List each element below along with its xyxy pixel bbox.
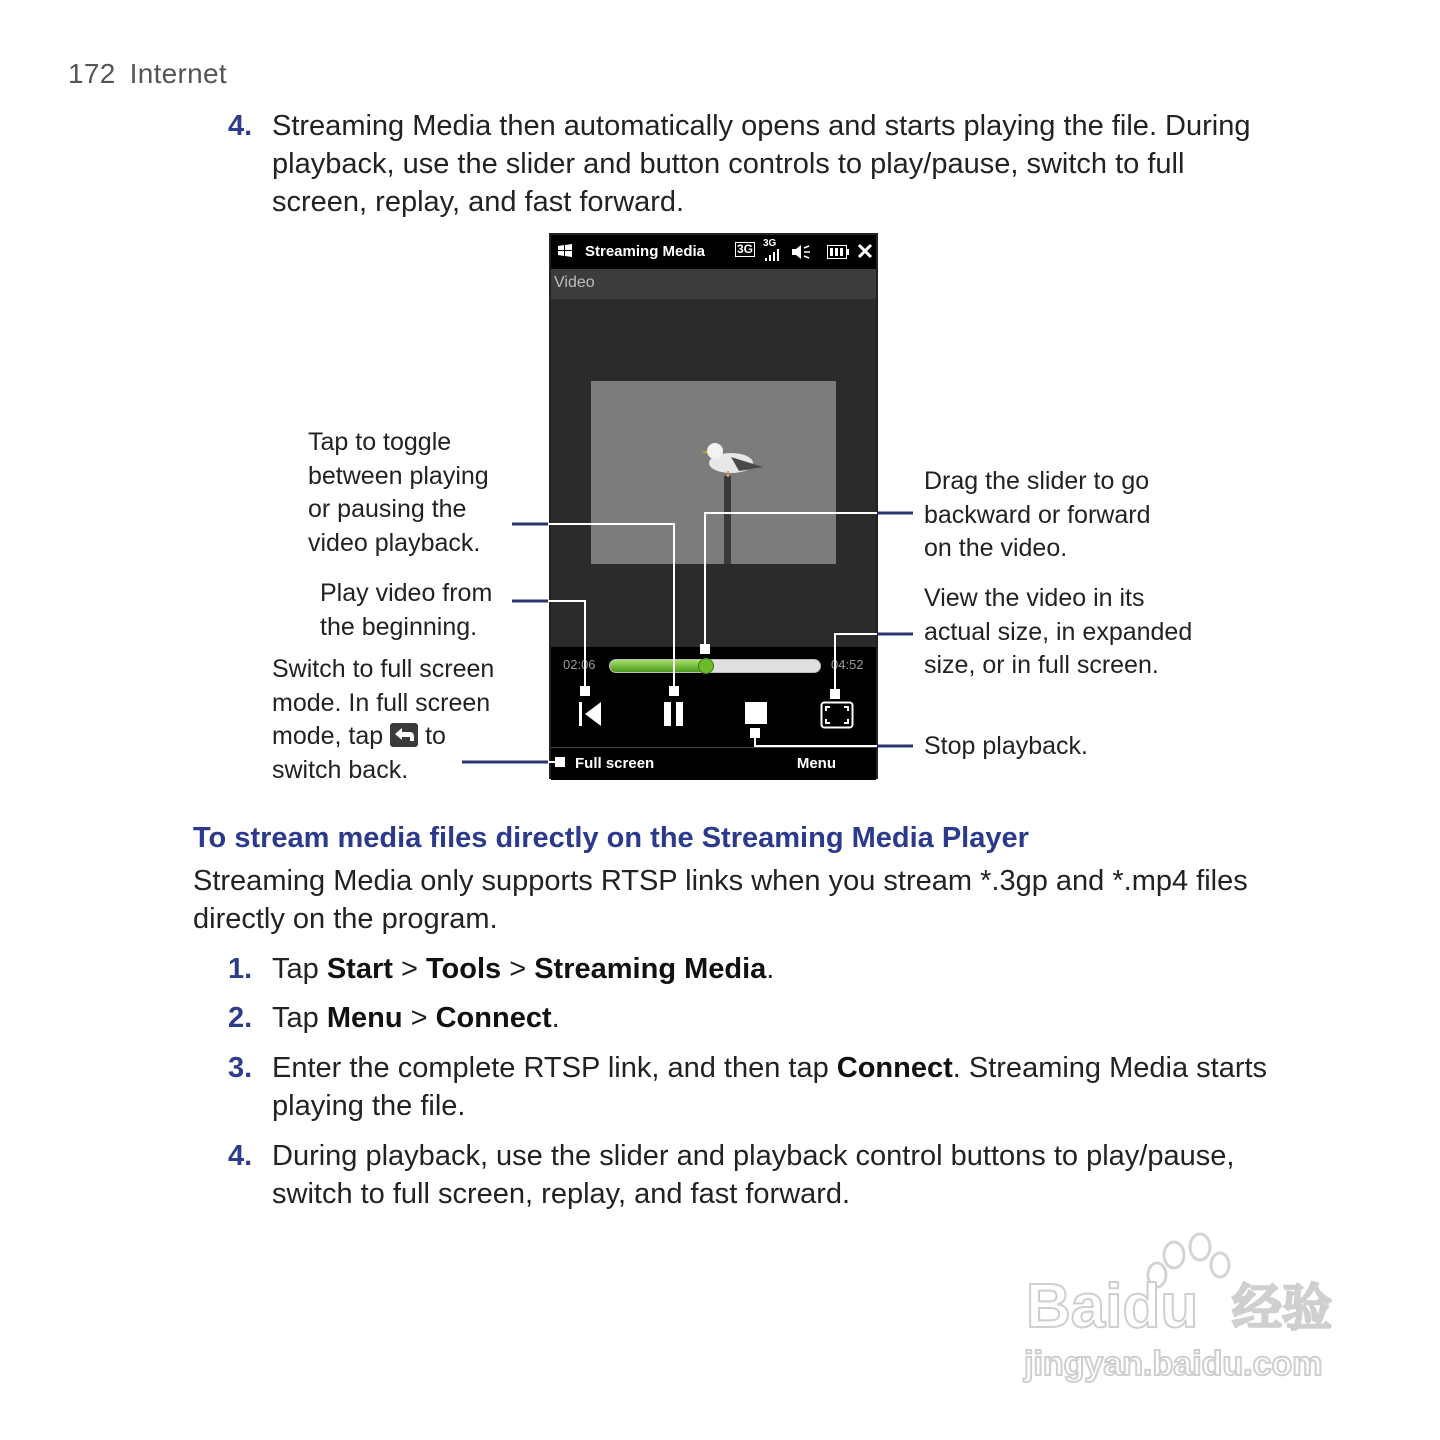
step-text-part: Enter the complete RTSP link, and then tap <box>272 1052 837 1084</box>
watermark-url: jingyan.baidu.com <box>1024 1345 1323 1383</box>
step-2 <box>228 999 1318 1037</box>
toggle-line-white <box>549 524 674 686</box>
callout-toggle-line: between playing <box>308 461 489 490</box>
size-marker <box>830 689 840 699</box>
step-number: 4. <box>228 110 253 142</box>
callout-fullscreen-text: mode, tap <box>272 722 384 750</box>
stop-line-white <box>755 730 877 746</box>
section-name: Internet <box>129 58 227 89</box>
step-text-line-3: screen, replay, and fast forward. <box>272 186 685 218</box>
callout-beginning-line: Play video from <box>320 579 493 607</box>
step-text <box>272 950 1318 988</box>
total-time: 04:52 <box>831 657 864 672</box>
step-1 <box>228 950 1318 988</box>
step-text-part: . Streaming Media starts <box>952 1052 1268 1084</box>
3g-icon: 3G <box>737 242 754 256</box>
menu-softkey[interactable]: Menu <box>796 755 836 772</box>
callout-beginning <box>320 577 492 644</box>
callout-size-line: View the video in its <box>924 584 1145 612</box>
full-screen-softkey[interactable]: Full screen <box>575 755 655 772</box>
baidu-paw-logo-icon <box>1022 1225 1367 1390</box>
beginning-marker <box>580 686 590 696</box>
elapsed-time: 02:06 <box>563 657 596 672</box>
paragraph-line: Streaming Media only supports RTSP links when you stream *.3gp and *.mp4 files <box>193 865 1248 897</box>
callout-fullscreen-line <box>272 720 494 754</box>
callout-toggle-line: or pausing the <box>308 495 467 523</box>
callout-size <box>924 582 1192 683</box>
callout-line-segments <box>462 513 913 762</box>
callout-toggle <box>308 426 489 560</box>
callout-slider-line: on the video. <box>924 534 1068 562</box>
step-bold-tools: Tools <box>425 953 502 985</box>
paragraph-line: directly on the program. <box>193 903 498 935</box>
page-number: 172 <box>68 58 116 89</box>
step-text-part: > <box>402 1002 436 1034</box>
callout-line-white <box>549 513 877 762</box>
step-bold-connect: Connect <box>435 1002 552 1034</box>
step-bold-streaming-media: Streaming Media <box>534 953 767 985</box>
callout-fullscreen-line: switch back. <box>272 755 409 784</box>
watermark-cn: 经验 <box>1232 1280 1332 1336</box>
baidu-watermark <box>1022 1225 1367 1390</box>
callout-slider-line: Drag the slider to go <box>924 467 1150 495</box>
step-bold-start: Start <box>326 953 393 985</box>
step-text-part: > <box>392 953 426 985</box>
callout-fullscreen-line: Switch to full screen <box>272 655 495 683</box>
app-title: Streaming Media <box>585 243 706 260</box>
step-text-line-1: Streaming Media then automatically opens and starts playing the file. During <box>272 110 1251 142</box>
step-text <box>272 1049 1318 1087</box>
step-text-part: . <box>551 1002 560 1034</box>
video-label: Video <box>554 274 595 291</box>
section-paragraph <box>193 862 1293 938</box>
step-text-line-2: playback, use the slider and button controls to play/pause, switch to full <box>272 148 1185 180</box>
fullscreen-marker <box>555 757 565 767</box>
callout-beginning-line: the beginning. <box>320 612 478 641</box>
step-4 <box>228 1137 1318 1213</box>
step-text-part: Tap <box>272 953 327 985</box>
callout-markers <box>555 644 840 767</box>
step-text-line-2: switch to full screen, replay, and fast forward. <box>272 1178 851 1210</box>
step-3 <box>228 1049 1318 1125</box>
callout-slider-line: backward or forward <box>924 500 1151 529</box>
callout-size-line: actual size, in expanded <box>924 617 1193 646</box>
step-text-part: > <box>501 953 535 985</box>
callout-toggle-line: Tap to toggle <box>308 428 452 456</box>
step-text-part: . <box>766 953 775 985</box>
step-number: 3. <box>228 1052 253 1084</box>
beginning-line-white <box>549 601 585 686</box>
callout-fullscreen-line: mode. In full screen <box>272 688 491 717</box>
step-text-part: Tap <box>272 1002 327 1034</box>
callout-size-line: size, or in full screen. <box>924 651 1159 679</box>
back-arrow-icon <box>390 723 418 747</box>
step-bold-connect: Connect <box>836 1052 953 1084</box>
step-number: 2. <box>228 1002 253 1034</box>
signal-label: 3G <box>763 238 777 249</box>
slider-line-white <box>705 513 877 646</box>
callout-toggle-line: video playback. <box>308 528 481 557</box>
step-text-line-2: playing the file. <box>272 1090 466 1122</box>
toggle-marker <box>669 686 679 696</box>
step-number: 1. <box>228 953 253 985</box>
callout-fullscreen-text: to <box>425 722 446 750</box>
section-heading: To stream media files directly on the Streaming Media Player <box>193 822 1029 854</box>
callout-fullscreen <box>272 653 494 787</box>
step-text <box>272 999 1318 1037</box>
callout-stop <box>924 730 1088 764</box>
step-bold-menu: Menu <box>326 1002 403 1034</box>
step-text-line-1: During playback, use the slider and playback control buttons to play/pause, <box>272 1140 1235 1172</box>
stop-marker <box>750 728 760 738</box>
size-line-white <box>835 634 877 690</box>
step-number: 4. <box>228 1140 253 1172</box>
slider-marker <box>700 644 710 654</box>
callout-stop-line: Stop playback. <box>924 732 1088 760</box>
callout-slider <box>924 465 1150 566</box>
watermark-brand: Baidu <box>1026 1272 1199 1341</box>
